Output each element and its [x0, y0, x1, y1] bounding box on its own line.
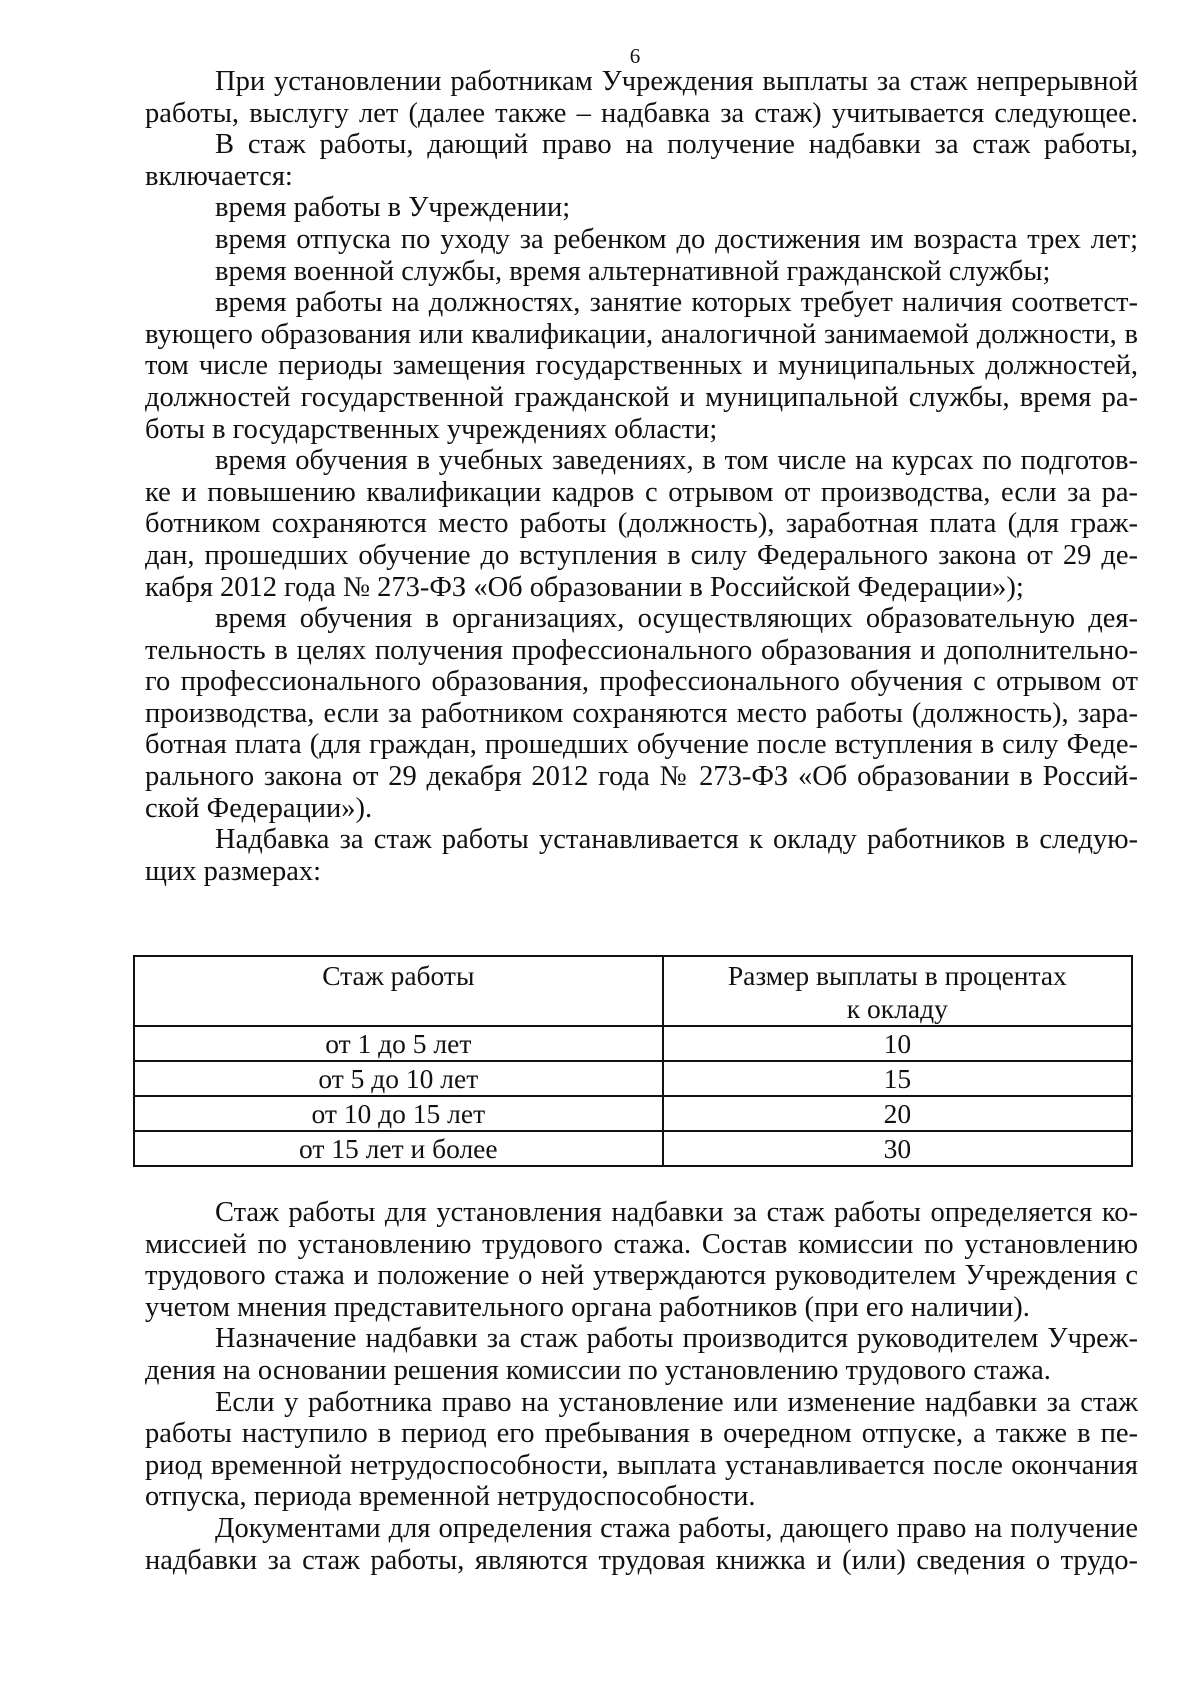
- header-seniority: Стаж работы: [134, 956, 663, 1026]
- text-line: Надбавка за стаж работы устанавливается к окладу работников в следую-: [215, 824, 1138, 856]
- text-line: ке и повышению квалификации кадров с отрывом от производства, если за ра-: [145, 476, 1138, 508]
- seniority-bonus-table: [133, 955, 1133, 1167]
- table-row: [134, 1131, 1132, 1166]
- text-line: работы наступило в период его пребывания в очередном отпуске, а также в пе-: [145, 1418, 1138, 1450]
- text-line: Если у работника право на установление или изменение надбавки за стаж: [215, 1386, 1138, 1418]
- text-line: тельность в целях получения профессионального образования и дополнительно-: [145, 634, 1138, 666]
- text-line: Документами для определения стажа работы, дающего право на получение: [215, 1512, 1138, 1544]
- text-line: работы, выслугу лет (далее также – надбавка за стаж) учитывается следующее.: [145, 97, 1138, 129]
- cell-seniority-range: от 15 лет и более: [134, 1131, 663, 1166]
- text-line: учетом мнения представительного органа работников (при его наличии).: [145, 1291, 1030, 1323]
- text-line: время военной службы, время альтернативной гражданской службы;: [215, 255, 1051, 287]
- text-line: Назначение надбавки за стаж работы производится руководителем Учреж-: [215, 1323, 1138, 1355]
- text-line: ботником сохраняются место работы (должность), заработная плата (для граж-: [145, 508, 1138, 540]
- text-block-bottom: [145, 1197, 1138, 1576]
- text-line: миссией по установлению трудового стажа. Состав комиссии по установлению: [145, 1228, 1138, 1260]
- text-line: щих размерах:: [145, 855, 322, 887]
- text-line: время отпуска по уходу за ребенком до достижения им возраста трех лет;: [215, 223, 1138, 255]
- text-line: ботная плата (для граждан, прошедших обучение после вступления в силу Феде-: [145, 729, 1138, 761]
- text-line: включается:: [145, 160, 293, 192]
- cell-percent: 15: [663, 1061, 1132, 1096]
- header-payment-percent-line2: к окладу: [846, 993, 948, 1024]
- text-line: производства, если за работником сохраняются место работы (должность), зара-: [145, 697, 1138, 729]
- text-line: го профессионального образования, профессионального обучения с отрывом от: [145, 666, 1138, 698]
- cell-percent: 10: [663, 1026, 1132, 1061]
- text-line: том числе периоды замещения государственных и муниципальных должностей,: [145, 350, 1138, 382]
- text-line: риод временной нетрудоспособности, выплата устанавливается после окончания: [145, 1449, 1138, 1481]
- text-line: При установлении работникам Учреждения выплаты за стаж непрерывной: [215, 66, 1138, 97]
- text-line: время обучения в организациях, осуществляющих образовательную дея-: [215, 603, 1138, 635]
- text-line: вующего образования или квалификации, аналогичной занимаемой должности, в: [145, 318, 1138, 350]
- table-row: [134, 1061, 1132, 1096]
- header-payment-percent: [663, 956, 1132, 1026]
- text-line: трудового стажа и положение о ней утверждаются руководителем Учреждения с: [145, 1260, 1138, 1292]
- page-number: 6: [629, 44, 641, 68]
- text-line: должностей государственной гражданской и муниципальной службы, время ра-: [145, 381, 1138, 413]
- text-line: время работы на должностях, занятие которых требует наличия соответст-: [215, 287, 1138, 319]
- text-line: ской Федерации»).: [145, 792, 373, 824]
- table-row: [134, 1096, 1132, 1131]
- text-line: время работы в Учреждении;: [215, 192, 571, 224]
- table-header-row: [134, 956, 1132, 1026]
- text-line: дения на основании решения комиссии по установлению трудового стажа.: [145, 1354, 1051, 1386]
- text-line: кабря 2012 года № 273-ФЗ «Об образовании в Российской Федерации»);: [145, 571, 1024, 603]
- text-line: надбавки за стаж работы, являются трудовая книжка и (или) сведения о трудо-: [145, 1544, 1138, 1576]
- cell-seniority-range: от 1 до 5 лет: [134, 1026, 663, 1061]
- text-line: В стаж работы, дающий право на получение надбавки за стаж работы,: [215, 129, 1138, 161]
- text-line: отпуска, периода временной нетрудоспособности.: [145, 1481, 756, 1513]
- text-line: время обучения в учебных заведениях, в том числе на курсах по подготов-: [215, 445, 1138, 477]
- header-payment-percent-line1: Размер выплаты в процентах: [727, 960, 1067, 991]
- cell-percent: 30: [663, 1131, 1132, 1166]
- cell-percent: 20: [663, 1096, 1132, 1131]
- cell-seniority-range: от 10 до 15 лет: [134, 1096, 663, 1131]
- table-row: [134, 1026, 1132, 1061]
- text-line: Стаж работы для установления надбавки за стаж работы определяется ко-: [215, 1197, 1138, 1228]
- text-block-top: [145, 66, 1138, 887]
- text-line: боты в государственных учреждениях области;: [145, 413, 718, 445]
- text-line: рального закона от 29 декабря 2012 года № 273-ФЗ «Об образовании в Россий-: [145, 761, 1138, 793]
- text-line: дан, прошедших обучение до вступления в силу Федерального закона от 29 де-: [145, 539, 1138, 571]
- cell-seniority-range: от 5 до 10 лет: [134, 1061, 663, 1096]
